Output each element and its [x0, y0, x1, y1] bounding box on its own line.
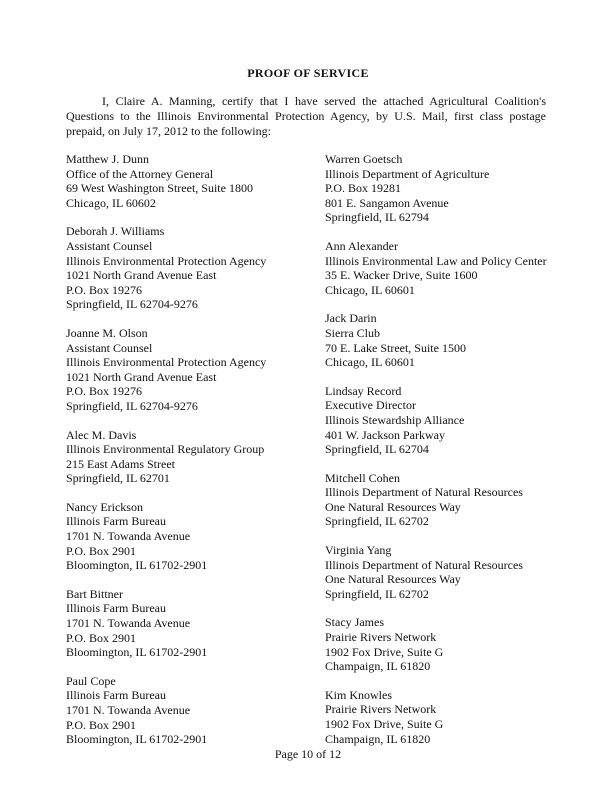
recipient-name: Deborah J. Williams — [66, 224, 165, 239]
address-line: Assistant Counsel — [66, 238, 153, 253]
address-line: Illinois Department of Natural Resources — [325, 485, 523, 500]
address-line: Assistant Counsel — [66, 340, 153, 355]
recipient-name: Matthew J. Dunn — [66, 152, 149, 166]
page-number: Page 10 of 12 — [274, 747, 342, 761]
recipient-name: Stacy James — [325, 615, 384, 630]
address-line: Bloomington, IL 61702-2901 — [66, 558, 208, 573]
address-block — [325, 311, 561, 369]
address-line: Illinois Environmental Protection Agency — [66, 253, 267, 268]
address-line: 215 East Adams Street — [66, 456, 175, 471]
address-block — [325, 471, 561, 529]
address-line: Springfield, IL 62704-9276 — [66, 297, 198, 312]
recipient-name: Alec M. Davis — [66, 427, 137, 442]
address-line: 35 E. Wacker Drive, Suite 1600 — [325, 268, 478, 283]
address-block — [325, 688, 561, 746]
address-line: Champaign, IL 61820 — [325, 659, 431, 674]
address-line: One Natural Resources Way — [325, 499, 461, 514]
address-block — [325, 615, 561, 673]
certification-paragraph: I, Claire A. Manning, certify that I have served the attached Agricultural Coalition's Questions to the Illinois Environmental Protection Agency, by U.S. Mail, first class postage prepaid, on July 17, 2012 to the following: — [66, 94, 546, 138]
address-line: Prairie Rivers Network — [325, 702, 437, 717]
address-line: P.O. Box 19281 — [325, 181, 402, 196]
address-line: P.O. Box 2901 — [66, 543, 137, 558]
address-line: Sierra Club — [325, 325, 380, 340]
address-line: 801 E. Sangamon Avenue — [325, 195, 449, 210]
address-line: Illinois Environmental Protection Agency — [66, 355, 267, 370]
address-line: Chicago, IL 60602 — [66, 195, 156, 210]
recipient-name: Warren Goetsch — [325, 152, 403, 166]
recipient-name: Paul Cope — [66, 673, 116, 688]
address-line: Springfield, IL 62702 — [325, 586, 429, 601]
address-block — [66, 674, 304, 747]
address-line: Bloomington, IL 61702-2901 — [66, 732, 208, 747]
recipient-name: Kim Knowles — [325, 687, 392, 702]
address-block — [66, 152, 304, 210]
address-line: 1701 N. Towanda Avenue — [66, 529, 191, 544]
address-line: 1701 N. Towanda Avenue — [66, 616, 191, 631]
address-line: P.O. Box 19276 — [66, 282, 143, 297]
address-block — [325, 384, 561, 457]
address-line: Illinois Environmental Law and Policy Center — [325, 253, 547, 268]
recipient-name: Mitchell Cohen — [325, 470, 400, 485]
address-line: Chicago, IL 60601 — [325, 355, 415, 370]
address-line: 1902 Fox Drive, Suite G — [325, 644, 444, 659]
address-line: Prairie Rivers Network — [325, 630, 437, 645]
address-line: P.O. Box 2901 — [66, 717, 137, 732]
recipient-name: Bart Bittner — [66, 586, 123, 601]
address-line: Illinois Environmental Regulatory Group — [66, 442, 265, 457]
address-block — [66, 224, 304, 312]
address-line: 1701 N. Towanda Avenue — [66, 703, 191, 717]
address-line: P.O. Box 2901 — [66, 630, 137, 645]
address-line: 1021 North Grand Avenue East — [66, 369, 217, 384]
address-block — [325, 239, 561, 297]
service-list-right — [325, 152, 561, 760]
address-line: P.O. Box 19276 — [66, 384, 143, 399]
address-line: 1021 North Grand Avenue East — [66, 268, 217, 283]
address-line: Springfield, IL 62702 — [325, 514, 429, 529]
address-line: 401 W. Jackson Parkway — [325, 427, 445, 442]
recipient-name: Ann Alexander — [325, 238, 398, 253]
address-block — [66, 500, 304, 573]
address-line: Springfield, IL 62794 — [325, 210, 429, 225]
address-line: Springfield, IL 62701 — [66, 471, 170, 486]
address-line: Illinois Department of Agriculture — [325, 166, 490, 181]
address-line: Chicago, IL 60601 — [325, 282, 415, 297]
recipient-name: Virginia Yang — [325, 543, 392, 558]
address-line: Springfield, IL 62704-9276 — [66, 398, 198, 413]
address-line: Illinois Farm Bureau — [66, 601, 166, 616]
recipient-name: Nancy Erickson — [66, 499, 143, 514]
address-line: 70 E. Lake Street, Suite 1500 — [325, 340, 466, 355]
address-line: Illinois Department of Natural Resources — [325, 557, 523, 572]
address-line: Office of the Attorney General — [66, 166, 214, 181]
address-line: One Natural Resources Way — [325, 572, 461, 587]
address-line: 69 West Washington Street, Suite 1800 — [66, 181, 253, 196]
address-line: Illinois Farm Bureau — [66, 514, 166, 529]
address-block — [66, 326, 304, 414]
address-block — [66, 428, 304, 486]
address-line: 1902 Fox Drive, Suite G — [325, 717, 444, 731]
address-line: Illinois Farm Bureau — [66, 688, 166, 703]
address-line: Executive Director — [325, 398, 416, 413]
address-block — [325, 543, 561, 601]
address-line: Illinois Stewardship Alliance — [325, 412, 465, 427]
address-block — [66, 587, 304, 660]
recipient-name: Jack Darin — [325, 311, 377, 326]
recipient-name: Joanne M. Olson — [66, 325, 148, 340]
service-list-left — [66, 152, 304, 761]
address-line: Springfield, IL 62704 — [325, 442, 429, 457]
recipient-name: Lindsay Record — [325, 383, 402, 398]
address-line: Champaign, IL 61820 — [325, 731, 431, 746]
page-title: PROOF OF SERVICE — [247, 66, 369, 80]
address-line: Bloomington, IL 61702-2901 — [66, 645, 208, 660]
address-block — [325, 152, 561, 225]
